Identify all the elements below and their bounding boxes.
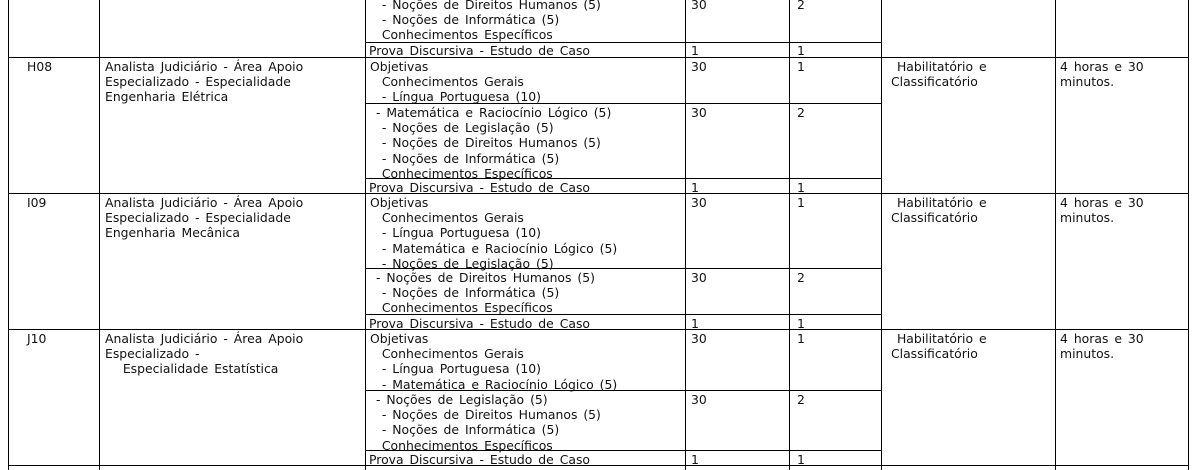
subject-line: - Noções de Legislação (5)	[370, 255, 554, 271]
title-line: Analista Judiciário - Área Apoio	[105, 331, 304, 346]
objective-block-1	[370, 331, 617, 392]
weight-value: 1	[797, 331, 805, 346]
subject-line: Objetivas	[370, 195, 429, 210]
position-title	[105, 195, 303, 241]
duration-line: minutos.	[1060, 346, 1115, 362]
grid-vertical-line	[881, 0, 882, 470]
discursive-label: Prova Discursiva - Estudo de Caso	[369, 452, 590, 467]
character-cell	[891, 59, 987, 89]
character-cell	[891, 195, 987, 225]
character-line: Classificatório	[891, 74, 978, 90]
objective-block-2	[370, 105, 611, 181]
discursive-questions: 1	[691, 316, 699, 331]
subject-line: Conhecimentos Específicos	[370, 165, 553, 181]
subject-line: - Noções de Direitos Humanos (5)	[370, 135, 601, 151]
title-line: Analista Judiciário - Área Apoio	[105, 195, 304, 210]
character-line: Habilitatório e	[891, 331, 987, 346]
duration-line: minutos.	[1060, 74, 1115, 90]
subject-line: - Noções de Direitos Humanos (5)	[370, 0, 601, 12]
discursive-weight: 1	[797, 316, 805, 331]
weight-value: 2	[797, 270, 805, 285]
discursive-weight: 1	[797, 452, 805, 467]
objective-block-2	[370, 392, 601, 453]
grid-row-separator	[8, 329, 1189, 330]
questions-value: 30	[691, 59, 707, 74]
weight-value: 2	[797, 392, 805, 407]
discursive-questions: 1	[691, 452, 699, 467]
questions-value: 30	[691, 0, 707, 12]
questions-value: 30	[691, 195, 707, 210]
subject-line: Conhecimentos Gerais	[370, 346, 524, 362]
discursive-weight: 1	[797, 180, 805, 195]
questions-value: 30	[691, 331, 707, 346]
subject-line: Conhecimentos Gerais	[370, 210, 524, 226]
subject-line: Objetivas	[370, 59, 429, 74]
objective-block-1	[370, 59, 541, 105]
grid-vertical-line	[789, 0, 790, 470]
questions-value: 30	[691, 392, 707, 407]
character-line: Habilitatório e	[891, 195, 987, 210]
discursive-questions: 1	[691, 180, 699, 195]
subject-line: - Matemática e Raciocínio Lógico (5)	[370, 240, 618, 256]
character-line: Classificatório	[891, 210, 978, 226]
grid-vertical-line	[1055, 0, 1056, 470]
position-title	[105, 331, 303, 377]
subject-line: Conhecimentos Específicos	[370, 300, 553, 316]
grid-row-separator	[8, 193, 1189, 194]
subject-line: Objetivas	[370, 331, 429, 346]
discursive-label: Prova Discursiva - Estudo de Caso	[369, 316, 590, 331]
duration-line: 4 horas e 30	[1060, 59, 1144, 74]
duration-cell	[1060, 59, 1144, 89]
subject-line: - Noções de Direitos Humanos (5)	[370, 407, 601, 423]
title-line: Engenharia Mecânica	[105, 225, 240, 241]
title-line: Especializado - Especialidade	[105, 210, 291, 226]
title-line: Especializado -	[105, 346, 200, 362]
discursive-label: Prova Discursiva - Estudo de Caso	[369, 43, 590, 58]
duration-line: 4 horas e 30	[1060, 195, 1144, 210]
character-cell	[891, 331, 987, 361]
questions-value: 30	[691, 105, 707, 120]
subject-line: - Noções de Legislação (5)	[370, 392, 548, 407]
duration-cell	[1060, 195, 1144, 225]
subject-line: - Noções de Direitos Humanos (5)	[370, 270, 595, 285]
duration-line: 4 horas e 30	[1060, 331, 1144, 346]
discursive-questions: 1	[691, 43, 699, 58]
objective-block-1	[370, 195, 617, 271]
character-line: Habilitatório e	[891, 59, 987, 74]
character-line: Classificatório	[891, 346, 978, 362]
top-subjects-cell	[370, 0, 601, 43]
subject-line: Conhecimentos Específicos	[370, 437, 553, 453]
duration-line: minutos.	[1060, 210, 1115, 226]
subject-line: - Noções de Informática (5)	[370, 150, 560, 166]
grid-vertical-line	[8, 0, 9, 470]
subject-line: - Matemática e Raciocínio Lógico (5)	[370, 105, 612, 120]
title-line: Engenharia Elétrica	[105, 89, 229, 105]
subject-line: - Língua Portuguesa (10)	[370, 225, 541, 241]
subject-line: Conhecimentos Específicos	[370, 27, 553, 43]
subject-line: - Língua Portuguesa (10)	[370, 89, 541, 105]
weight-value: 1	[797, 59, 805, 74]
subject-line: - Noções de Informática (5)	[370, 285, 560, 301]
grid-row-separator	[8, 465, 1189, 466]
duration-cell	[1060, 331, 1144, 361]
subject-line: - Noções de Informática (5)	[370, 12, 560, 28]
subject-line: - Noções de Legislação (5)	[370, 120, 554, 136]
title-line: Analista Judiciário - Área Apoio	[105, 59, 304, 74]
grid-vertical-line	[685, 0, 686, 470]
discursive-label: Prova Discursiva - Estudo de Caso	[369, 180, 590, 195]
grid-vertical-line	[1188, 0, 1189, 470]
position-code: I09	[27, 195, 47, 210]
subject-line: - Língua Portuguesa (10)	[370, 361, 541, 377]
subject-line: - Matemática e Raciocínio Lógico (5)	[370, 376, 618, 392]
discursive-weight: 1	[797, 43, 805, 58]
grid-vertical-line	[365, 0, 366, 470]
weight-value: 1	[797, 195, 805, 210]
subject-line: - Noções de Informática (5)	[370, 422, 560, 438]
title-line: Especializado - Especialidade	[105, 74, 291, 90]
weight-value: 2	[797, 0, 805, 12]
position-code: J10	[27, 331, 47, 346]
subject-line: Conhecimentos Gerais	[370, 74, 524, 90]
grid-vertical-line	[99, 0, 100, 470]
title-line: Especialidade Estatística	[105, 361, 279, 377]
position-code: H08	[27, 59, 53, 74]
objective-block-2	[370, 270, 595, 316]
weight-value: 2	[797, 105, 805, 120]
grid-row-separator	[8, 57, 1189, 58]
questions-value: 30	[691, 270, 707, 285]
position-title	[105, 59, 303, 105]
